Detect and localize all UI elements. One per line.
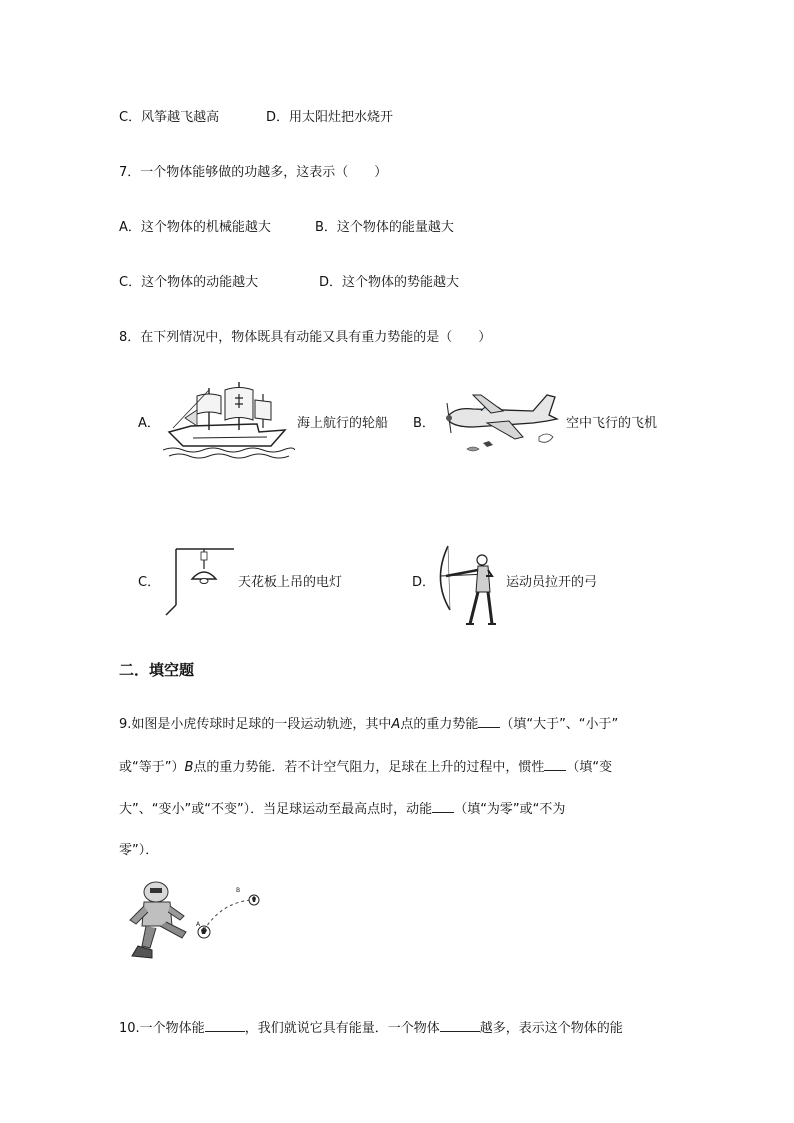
q9-line-4: 零”）． <box>119 843 159 858</box>
q8-option-b-text: 空中飞行的飞机 <box>566 416 658 431</box>
q6-option-d: D．用太阳灶把水烧开 <box>266 110 394 125</box>
q8-option-a-text: 海上航行的轮船 <box>297 416 389 431</box>
q8-option-d-text: 运动员拉开的弓 <box>506 575 598 590</box>
q8-option-c-letter: C． <box>138 575 161 590</box>
ceiling-lamp-image <box>164 547 236 617</box>
q8-option-d-letter: D． <box>412 575 436 590</box>
q7-option-a: A．这个物体的机械能越大 <box>119 220 271 235</box>
robot-kick-image <box>122 880 268 962</box>
archer-image <box>436 540 502 626</box>
section-title-fill-in: 二．填空题 <box>119 661 195 679</box>
q10-line-1: 10.一个物体能 ，我们就说它具有能量．一个物体 越多，表示这个物体的能 <box>119 1021 623 1036</box>
q10-blank-1[interactable] <box>205 1019 245 1032</box>
q10-blank-2[interactable] <box>440 1019 480 1032</box>
q8-stem: 8．在下列情况中，物体既具有动能又具有重力势能的是（ ） <box>119 330 492 345</box>
q9-point-a: A <box>391 717 401 732</box>
q7-option-b: B．这个物体的能量越大 <box>315 220 454 235</box>
ship-image <box>163 380 295 460</box>
airplane-image <box>443 385 565 463</box>
figure-label-a: A <box>196 921 201 928</box>
q9-line-2: 或“等于”）B点的重力势能．若不计空气阻力，足球在上升的过程中，惯性 （填“变 <box>119 760 613 775</box>
q8-option-b-letter: B． <box>413 416 435 431</box>
q9-blank-3[interactable] <box>432 800 454 813</box>
q9-point-b: B <box>184 760 194 775</box>
q9-blank-1[interactable] <box>478 715 500 728</box>
q9-line-3: 大”、“变小”或“不变”）．当足球运动至最高点时，动能 （填“为零”或“不为 <box>119 802 566 817</box>
q7-option-d: D．这个物体的势能越大 <box>319 275 460 290</box>
q6-option-c: C．风筝越飞越高 <box>119 110 220 125</box>
q7-option-c: C．这个物体的动能越大 <box>119 275 259 290</box>
q8-option-a-letter: A． <box>138 416 160 431</box>
q7-stem: 7．一个物体能够做的功越多，这表示（ ） <box>119 165 388 180</box>
q9-blank-2[interactable] <box>544 758 566 771</box>
figure-label-b: B <box>236 887 241 894</box>
q9-line-1: 9.如图是小虎传球时足球的一段运动轨迹，其中A点的重力势能 （填“大于”、“小于” <box>119 717 619 732</box>
q8-option-c-text: 天花板上吊的电灯 <box>238 575 343 590</box>
